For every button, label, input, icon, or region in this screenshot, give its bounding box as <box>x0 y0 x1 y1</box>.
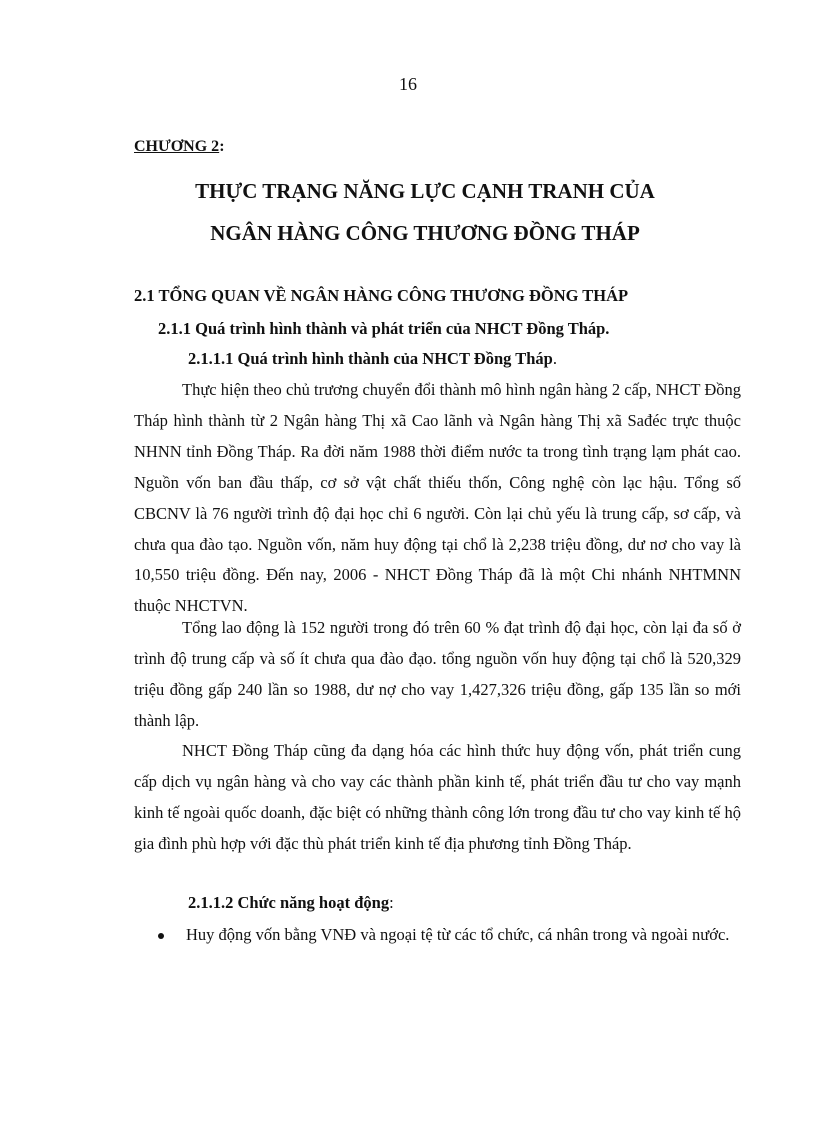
heading-2-1-1-1-period: . <box>552 349 557 368</box>
bullet-dot-icon <box>158 933 164 939</box>
page-number: 16 <box>399 74 417 94</box>
paragraph-3: NHCT Đồng Tháp cũng đa dạng hóa các hình thức huy động vốn, phát triển cung cấp dịch vụ ngân hàng và cho vay các thành phần kinh tế, phát triển đầu tư cho vay mạnh kinh tế ngoài quốc doanh, đặc biệt có những thành công lớn trong đầu tư cho vay kinh tế hộ gia đình phù hợp với đặc thù phát triển kinh tế địa phương tỉnh Đồng Tháp. <box>134 741 741 853</box>
paragraph-2: Tổng lao động là 152 người trong đó trên 60 % đạt trình độ đại học, còn lại đa số ở trình độ trung cấp và số ít chưa qua đào đạo. tổng nguồn vốn huy động tại chổ là 520,329 triệu đồng gấp 240 lần so 1988, dư nợ cho vay 1,427,326 triệu đồng, gấp 135 lần so mới thành lập. <box>134 618 741 730</box>
heading-2-1-1-2-colon: : <box>389 893 394 912</box>
chapter-title <box>100 170 750 254</box>
heading-2-1: 2.1 TỔNG QUAN VỀ NGÂN HÀNG CÔNG THƯƠNG ĐỒNG THÁP <box>134 286 629 305</box>
chapter-title-line-2: NGÂN HÀNG CÔNG THƯƠNG ĐỒNG THÁP <box>210 221 640 245</box>
chapter-label-colon: : <box>219 138 225 155</box>
heading-2-1-1-1-text: 2.1.1.1 Quá trình hình thành của NHCT Đồng Tháp <box>188 349 553 368</box>
chapter-title-line-1: THỰC TRẠNG NĂNG LỰC CẠNH TRANH CỦA <box>195 179 655 203</box>
heading-2-1-1-1 <box>188 348 557 370</box>
paragraph-1: Thực hiện theo chủ trương chuyển đổi thành mô hình ngân hàng 2 cấp, NHCT Đồng Tháp hình thành từ 2 Ngân hàng Thị xã Cao lãnh và Ngân hàng Thị xã Sađéc trực thuộc NHNN tỉnh Đồng Tháp. Ra đời năm 1988 thời điểm nước ta trong tình trạng lạm phát cao. Nguồn vốn ban đầu thấp, cơ sở vật chất thiếu thốn, Công nghệ còn lạc hậu. Tổng số CBCNV là 76 người trình độ đại học chỉ 6 người. Còn lại chủ yếu là trung cấp, sơ cấp, và chưa qua đào tạo. Nguồn vốn, năm huy động tại chổ là 2,238 triệu đồng, dư nơ cho vay là 10,550 triệu đồng. Đến nay, 2006 - NHCT Đồng Tháp đã là một Chi nhánh NHTMNN thuộc NHCTVN. <box>134 380 741 616</box>
chapter-label <box>134 136 225 158</box>
chapter-label-text: CHƯƠNG 2 <box>134 138 220 155</box>
heading-2-1-1: 2.1.1 Quá trình hình thành và phát triển của NHCT Đồng Tháp. <box>158 319 610 338</box>
heading-2-1-1-2-text: 2.1.1.2 Chức năng hoạt động <box>188 893 390 912</box>
heading-2-1-1-2 <box>188 892 394 914</box>
bullet-text: Huy động vốn bằng VNĐ và ngoại tệ từ các tổ chức, cá nhân trong và ngoài nước. <box>186 925 730 944</box>
